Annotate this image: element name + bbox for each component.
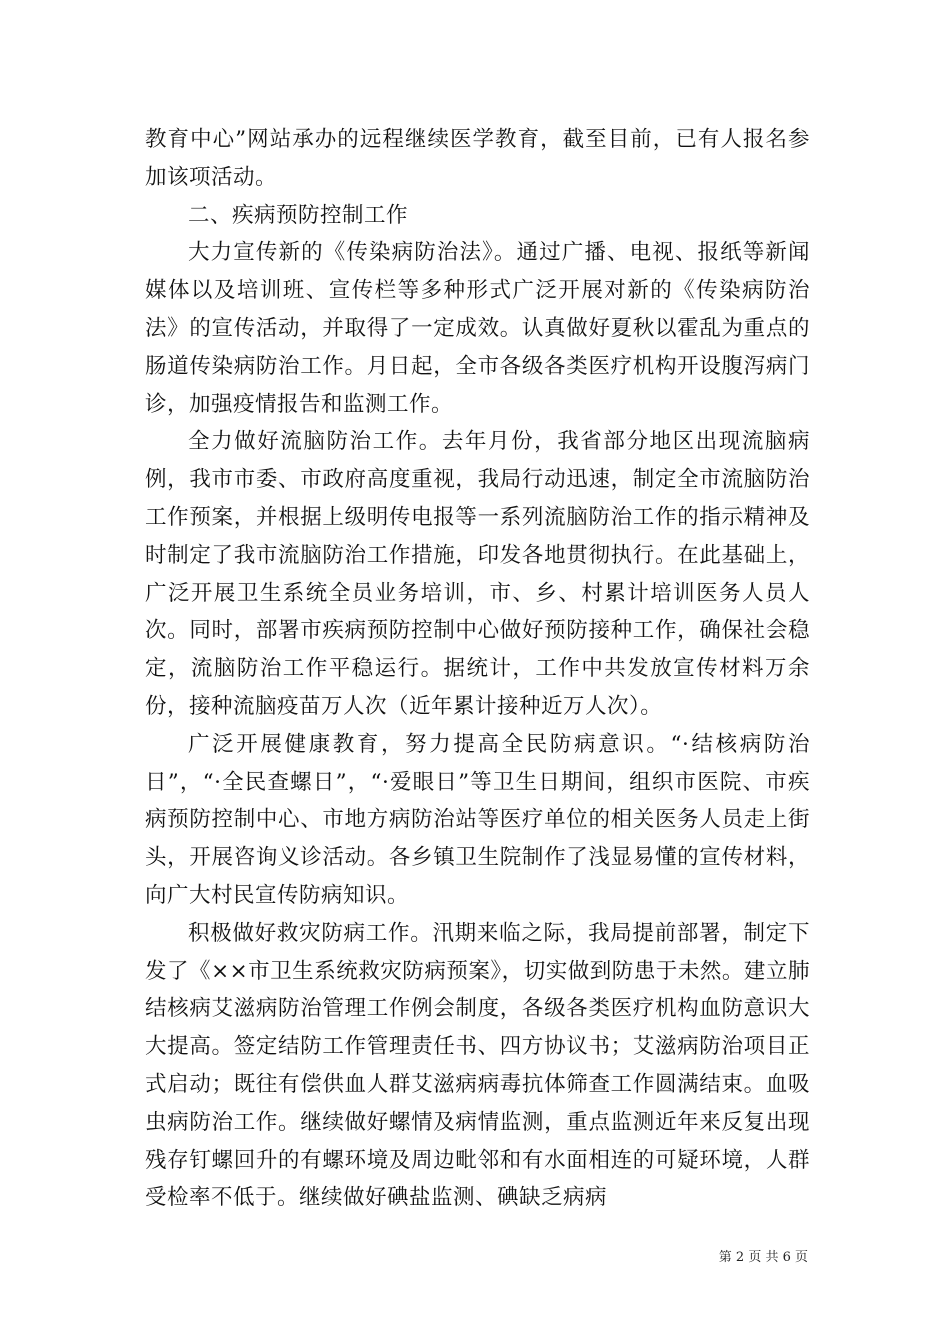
page-number: 第 2 页 共 6 页: [718, 1250, 808, 1265]
section-heading: 二、疾病预防控制工作: [188, 202, 409, 228]
document-body: [145, 121, 810, 1217]
paragraph-4: 广泛开展健康教育，努力提高全民防病意识。“·结核病防治日”，“·全民查螺日”，“·爱眼日”等卫生日期间，组织市医院、市疾病预防控制中心、市地方病防治站等医疗单位的相关医务人员走上街头，开展咨询义诊活动。各乡镇卫生院制作了浅显易懂的宣传材料，向广大村民宣传防病知识。: [145, 731, 810, 908]
paragraph-3: 全力做好流脑防治工作。去年月份，我省部分地区出现流脑病例，我市市委、市政府高度重视，我局行动迅速，制定全市流脑防治工作预案，并根据上级明传电报等一系列流脑防治工作的指示精神及时制定了我市流脑防治工作措施，印发各地贯彻执行。在此基础上，广泛开展卫生系统全员业务培训，市、乡、村累计培训医务人员人次。同时，部署市疾病预防控制中心做好预防接种工作，确保社会稳定，流脑防治工作平稳运行。据统计，工作中共发放宣传材料万余份，接种流脑疫苗万人次（近年累计接种近万人次）。: [145, 429, 810, 719]
paragraph-2: 大力宣传新的《传染病防治法》。通过广播、电视、报纸等新闻媒体以及培训班、宣传栏等多种形式广泛开展对新的《传染病防治法》的宣传活动，并取得了一定成效。认真做好夏秋以霍乱为重点的肠道传染病防治工作。月日起，全市各级各类医疗机构开设腹泻病门诊，加强疫情报告和监测工作。: [145, 240, 810, 417]
paragraph-1: 教育中心”网站承办的远程继续医学教育，截至目前，已有人报名参加该项活动。: [145, 127, 810, 190]
paragraph-5: 积极做好救灾防病工作。汛期来临之际，我局提前部署，制定下发了《××市卫生系统救灾防病预案》，切实做到防患于未然。建立肺结核病艾滋病防治管理工作例会制度，各级各类医疗机构血防意识大大提高。签定结防工作管理责任书、四方协议书；艾滋病防治项目正式启动；既往有偿供血人群艾滋病病毒抗体筛查工作圆满结束。血吸虫病防治工作。继续做好螺情及病情监测，重点监测近年来反复出现残存钉螺回升的有螺环境及周边毗邻和有水面相连的可疑环境，人群受检率不低于。继续做好碘盐监测、碘缺乏病病: [145, 920, 810, 1211]
